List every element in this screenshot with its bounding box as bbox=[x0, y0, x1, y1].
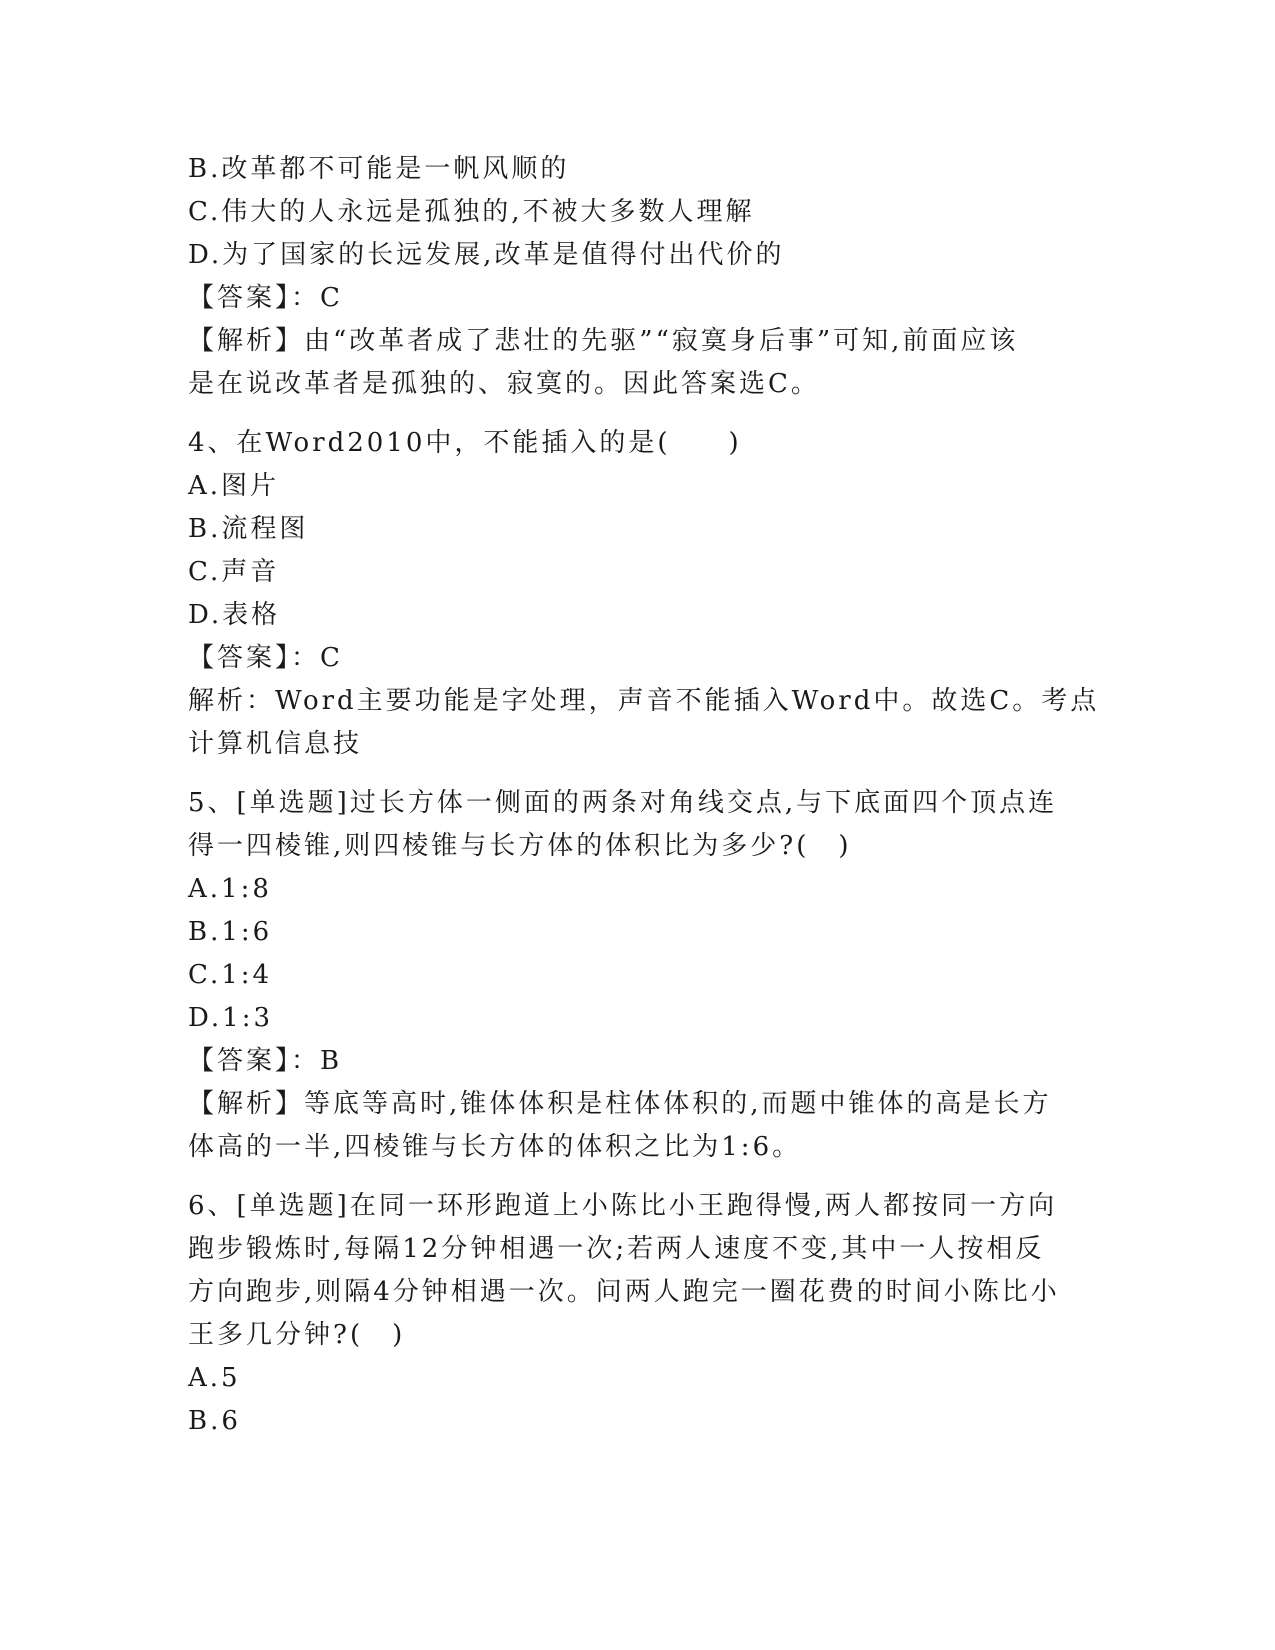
question-stem: 王多几分钟?( ) bbox=[188, 1320, 406, 1350]
analysis-line: 体高的一半,四棱锥与长方体的体积之比为1:6。 bbox=[188, 1132, 802, 1162]
analysis-line: 【解析】等底等高时,锥体体积是柱体体积的,而题中锥体的高是长方 bbox=[188, 1089, 1052, 1119]
option-c: C.1:4 bbox=[188, 960, 273, 990]
question-3-tail bbox=[188, 148, 1088, 406]
option-b: B.流程图 bbox=[188, 514, 309, 544]
analysis-line: 是在说改革者是孤独的、寂寞的。因此答案选C。 bbox=[188, 369, 820, 399]
option-c: C.伟大的人永远是孤独的,不被大多数人理解 bbox=[188, 197, 755, 227]
question-stem: 得一四棱锥,则四棱锥与长方体的体积比为多少?( ) bbox=[188, 831, 852, 861]
document-page bbox=[188, 148, 1100, 1443]
option-a: A.图片 bbox=[188, 471, 280, 501]
question-stem: 4、在Word2010中，不能插入的是( ) bbox=[188, 428, 742, 458]
question-stem: 方向跑步,则隔4分钟相遇一次。问两人跑完一圈花费的时间小陈比小 bbox=[188, 1277, 1060, 1307]
question-stem: 5、[单选题]过长方体一侧面的两条对角线交点,与下底面四个顶点连 bbox=[188, 788, 1058, 818]
option-d: D.表格 bbox=[188, 600, 281, 630]
option-c: C.声音 bbox=[188, 557, 280, 587]
question-stem: 6、[单选题]在同一环形跑道上小陈比小王跑得慢,两人都按同一方向 bbox=[188, 1191, 1058, 1221]
question-5 bbox=[188, 782, 1088, 1169]
analysis-line: 计算机信息技 bbox=[188, 729, 363, 759]
option-a: A.1:8 bbox=[188, 874, 272, 904]
question-stem: 跑步锻炼时,每隔12分钟相遇一次;若两人速度不变,其中一人按相反 bbox=[188, 1234, 1045, 1264]
option-a: A.5 bbox=[188, 1363, 241, 1393]
option-b: B.1:6 bbox=[188, 917, 273, 947]
answer-line: 【答案】：C bbox=[188, 283, 343, 313]
answer-line: 【答案】：C bbox=[188, 643, 343, 673]
question-4 bbox=[188, 422, 1100, 766]
option-d: D.1:3 bbox=[188, 1003, 274, 1033]
option-d: D.为了国家的长远发展,改革是值得付出代价的 bbox=[188, 240, 785, 270]
analysis-line: 解析：Word主要功能是字处理，声音不能插入Word中。故选C。考点 bbox=[188, 686, 1100, 716]
analysis-line: 【解析】由“改革者成了悲壮的先驱”“寂寞身后事”可知,前面应该 bbox=[188, 326, 1019, 356]
question-6 bbox=[188, 1185, 1088, 1443]
option-b: B.改革都不可能是一帆风顺的 bbox=[188, 154, 570, 184]
answer-line: 【答案】：B bbox=[188, 1046, 343, 1076]
option-b: B.6 bbox=[188, 1406, 241, 1436]
